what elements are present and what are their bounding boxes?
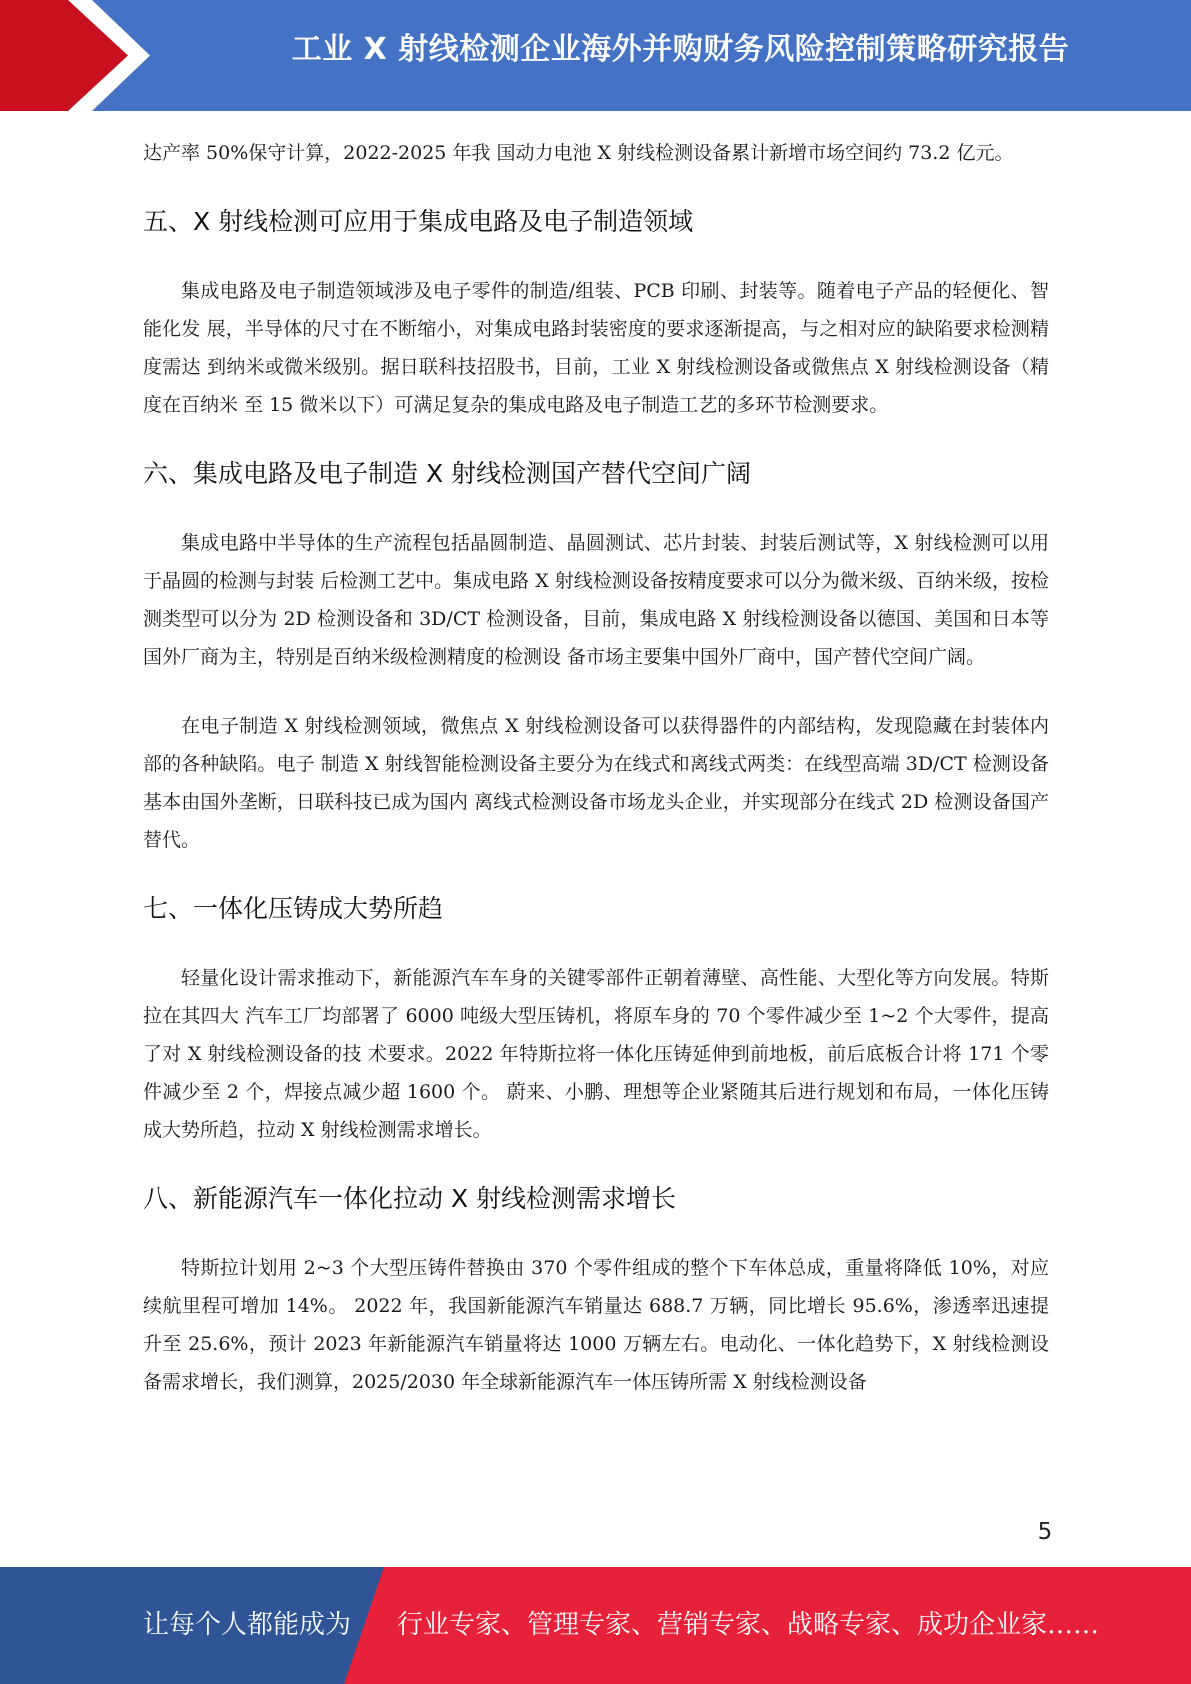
section-6-paragraph-1: 集成电路中半导体的生产流程包括晶圆制造、晶圆测试、芯片封装、封装后测试等，X 射线检测可以用于晶圆的检测与封装 后检测工艺中。集成电路 X 射线检测设备按精度要求可以分为微米级、百纳米级，按检测类型可以分为 2D 检测设备和 3D/CT 检测设备，目前，集成电路 X 射线检测设备以德国、美国和日本等国外厂商为主，特别是百纳米级检测精度的检测设 备市场主要集中国外厂商中，国产替代空间广阔。: [143, 532, 1049, 668]
section-5-paragraph: 集成电路及电子制造领域涉及电子零件的制造/组装、PCB 印刷、封装等。随着电子产品的轻便化、智能化发 展，半导体的尺寸在不断缩小，对集成电路封装密度的要求逐渐提高，与之相对应的缺陷要求检测精度需达 到纳米或微米级别。据日联科技招股书，目前，工业 X 射线检测设备或微焦点 X 射线检测设备（精度在百纳米 至 15 微米以下）可满足复杂的集成电路及电子制造工艺的多环节检测要求。: [143, 280, 1049, 416]
intro-paragraph: 达产率 50%保守计算，2022-2025 年我 国动力电池 X 射线检测设备累计新增市场空间约 73.2 亿元。: [143, 142, 1014, 164]
section-8-paragraph: 特斯拉计划用 2~3 个大型压铸件替换由 370 个零件组成的整个下车体总成，重量将降低 10%，对应续航里程可增加 14%。 2022 年，我国新能源汽车销量达 688.7 万辆，同比增长 95.6%，渗透率迅速提升至 25.6%，预计 2023 年新能源汽车销量将达 1000 万辆左右。电动化、一体化趋势下，X 射线检测设备需求增长，我们测算，2025/2030 年全球新能源汽车一体压铸所需 X 射线检测设备: [143, 1257, 1049, 1393]
section-7-paragraph: 轻量化设计需求推动下，新能源汽车车身的关键零部件正朝着薄壁、高性能、大型化等方向发展。特斯拉在其四大 汽车工厂均部署了 6000 吨级大型压铸机，将原车身的 70 个零件减少至 1~2 个大零件，提高了对 X 射线检测设备的技 术要求。2022 年特斯拉将一体化压铸延伸到前地板，前后底板合计将 171 个零件减少至 2 个，焊接点减少超 1600 个。 蔚来、小鹏、理想等企业紧随其后进行规划和布局，一体化压铸成大势所趋，拉动 X 射线检测需求增长。: [143, 967, 1049, 1141]
page-header: [0, 0, 1191, 111]
report-title: 工业 X 射线检测企业海外并购财务风险控制策略研究报告: [291, 32, 1070, 67]
section-6-paragraph-2: 在电子制造 X 射线检测领域，微焦点 X 射线检测设备可以获得器件的内部结构，发现隐藏在封装体内部的各种缺陷。电子 制造 X 射线智能检测设备主要分为在线式和离线式两类：在线型高端 3D/CT 检测设备基本由国外垄断，日联科技已成为国内 离线式检测设备市场龙头企业，并实现部分在线式 2D 检测设备国产替代。: [143, 715, 1049, 851]
section-heading-8: 八、新能源汽车一体化拉动 X 射线检测需求增长: [143, 1184, 677, 1213]
page-number: 5: [1037, 1519, 1053, 1545]
section-heading-6: 六、集成电路及电子制造 X 射线检测国产替代空间广阔: [143, 459, 752, 488]
page-footer: [0, 1567, 1191, 1684]
footer-slogan-left: 让每个人都能成为: [143, 1610, 352, 1640]
section-heading-5: 五、X 射线检测可应用于集成电路及电子制造领域: [143, 207, 694, 236]
section-heading-7: 七、一体化压铸成大势所趋: [143, 894, 444, 923]
document-body: [143, 134, 1049, 1401]
footer-slogan-right: 行业专家、管理专家、营销专家、战略专家、成功企业家……: [397, 1610, 1100, 1640]
